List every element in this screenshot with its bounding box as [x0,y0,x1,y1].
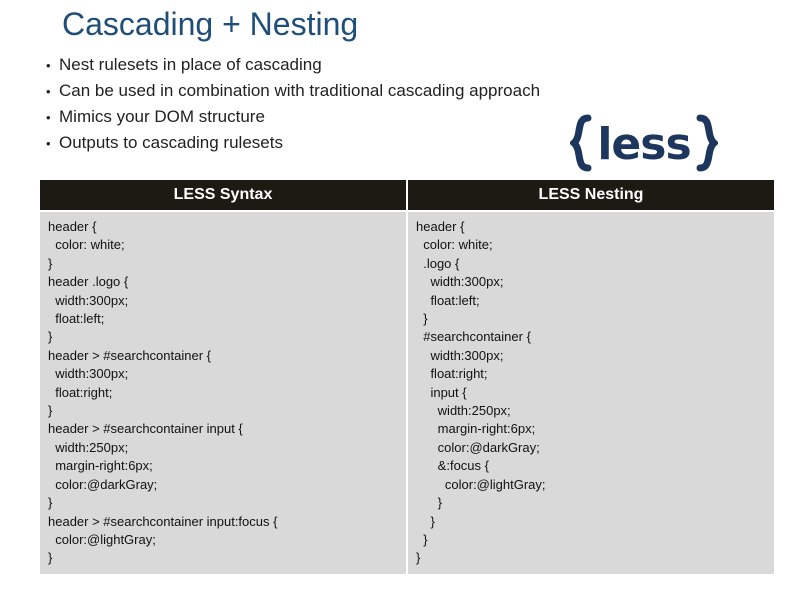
bullet-item [46,78,540,104]
code-line: } [416,311,428,327]
code-line: } [416,513,435,529]
bullet-list [46,52,540,156]
code-line: width:250px; [48,439,129,455]
bullet-text: Outputs to cascading rulesets [59,133,283,152]
code-line: margin-right:6px; [48,458,153,474]
bullet-item [46,130,540,156]
code-line: width:300px; [416,274,504,290]
syntax-code-cell [40,211,407,574]
code-line: input { [416,384,467,400]
bullet-text: Nest rulesets in place of cascading [59,55,322,74]
comparison-table [40,180,774,574]
code-line: } [48,550,53,566]
code-line: } [416,531,428,547]
bullet-dot-icon: • [46,110,51,125]
table-header-row [40,180,774,211]
code-line: width:300px; [48,292,129,308]
code-line: } [48,329,53,345]
code-line: float:left; [416,292,480,308]
table-row [40,211,774,574]
comparison-table-wrapper [40,180,774,574]
code-line: color:@lightGray; [416,476,546,492]
nesting-code-cell [407,211,774,574]
bullet-item [46,104,540,130]
bullet-dot-icon: • [46,58,51,73]
column-header-syntax: LESS Syntax [40,180,407,211]
code-line: } [48,403,53,419]
code-line: } [48,255,53,271]
bullet-item [46,52,540,78]
logo-text: less [597,119,691,170]
code-line: } [48,495,53,511]
slide-title: Cascading + Nesting [62,6,359,42]
code-line: #searchcontainer { [416,329,531,345]
bullet-text: Mimics your DOM structure [59,107,265,126]
code-line: width:250px; [416,403,511,419]
code-line: color:@darkGray; [416,439,540,455]
bullet-text: Can be used in combination with traditional cascading approach [59,81,541,100]
code-line: color: white; [48,237,125,253]
code-line: header { [416,219,465,234]
code-line: &:focus { [416,458,489,474]
code-line: header > #searchcontainer { [48,347,211,363]
column-header-nesting: LESS Nesting [407,180,774,211]
code-line: header > #searchcontainer input { [48,421,243,437]
bullet-dot-icon: • [46,136,51,151]
code-line: header .logo { [48,274,129,290]
code-line: header { [48,219,97,234]
code-line: } [416,495,443,511]
code-line: color:@darkGray; [48,476,158,492]
bullet-dot-icon: • [46,84,51,99]
less-logo [570,112,718,174]
code-line: margin-right:6px; [416,421,536,437]
code-line: width:300px; [416,347,504,363]
code-line: width:300px; [48,366,129,382]
code-line: float:right; [48,384,113,400]
code-line: color:@lightGray; [48,531,156,547]
code-line: color: white; [416,237,493,253]
code-line: .logo { [416,255,460,271]
code-line: float:right; [416,366,488,382]
code-line: float:left; [48,311,105,327]
code-line: header > #searchcontainer input:focus { [48,513,278,529]
code-line: } [416,550,421,566]
